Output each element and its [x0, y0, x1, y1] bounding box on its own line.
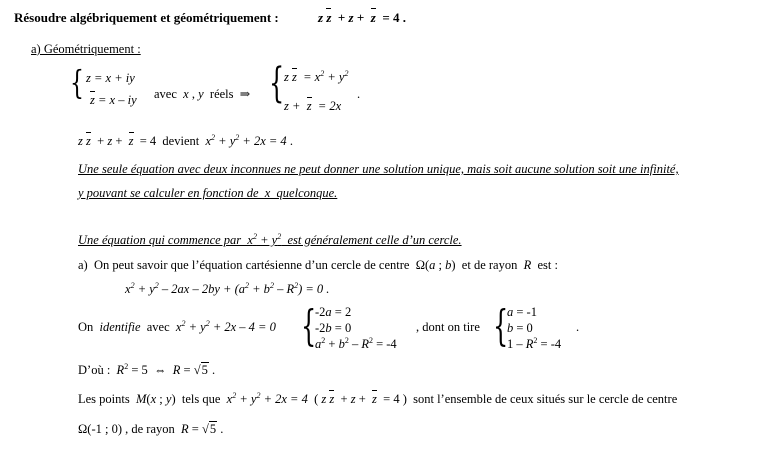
avec-text: avec x , y réels ⇒ [154, 87, 251, 101]
identifie-line: On identifie avec $x^2 + y^2 + 2x - 4 = 0$ [78, 319, 276, 334]
sysB-line3: $1 - R^2 = -4$ [507, 336, 562, 351]
brace-sys1: { [70, 65, 84, 103]
title-label: Résoudre algébriquement et géométriquement : [14, 10, 279, 25]
sys2-line2: z + z = 2x [284, 99, 342, 113]
sysA-line3: $a^2 + b^2 - R^2 = -4$ [315, 336, 397, 351]
points-line-1: Les points M(x ; y) tels que $x^2 + y^2 + 2x = 4$ ( z z + z + z = 4 ) sont l’ensemble de ceux situés sur le cercle de centre [78, 391, 678, 406]
note-line-3: Une équation qui commence par $x^2 + y^2$ est généralement celle d’un cercle. [78, 232, 462, 247]
sysB-period: . [576, 320, 580, 334]
devient-line: z z + z + z = 4 devient $x^2 + y^2 + 2x = 4$ . [78, 133, 293, 148]
note-line-1: Une seule équation avec deux inconnues ne peut donner une solution unique, mais soit aucune solution soit une infinité, [78, 162, 679, 176]
note-line-2: y pouvant se calculer en fonction de x quelconque. [78, 186, 338, 200]
brace-sysB: { [493, 301, 509, 351]
sysA-line1: -2a = 2 [315, 305, 352, 319]
dont-text: , dont on tire [416, 320, 480, 334]
brace-sys2: { [269, 59, 285, 108]
sysB-line2: b = 0 [507, 321, 533, 335]
brace-sysA: { [301, 301, 317, 351]
part-a-intro: a) On peut savoir que l’équation cartésienne d’un cercle de centre Ω(a ; b) et de rayon R est : [78, 258, 558, 272]
sys1-line1: z = x + iy [86, 71, 135, 85]
section-heading: a) Géométriquement : [31, 42, 141, 56]
dou-line: D’où : $R^2 = 5$ ⇔ R = √5 . [78, 362, 216, 377]
points-line-2: Ω(-1 ; 0) , de rayon R = √5 . [78, 422, 224, 436]
sys2-period: . [357, 87, 361, 101]
sys1-line2: z = x – iy [90, 93, 137, 107]
title-equation: z z + z + z = 4 . [318, 10, 407, 25]
sysA-line2: -2b = 0 [315, 321, 352, 335]
sys2-line1: z $z = x^2 + y^2$ [284, 69, 349, 84]
sysB-line1: a = -1 [507, 305, 537, 319]
circle-equation: $x^2 + y^2 - 2ax - 2by + (a^2 + b^2 - R^2) = 0$ . [125, 281, 330, 296]
